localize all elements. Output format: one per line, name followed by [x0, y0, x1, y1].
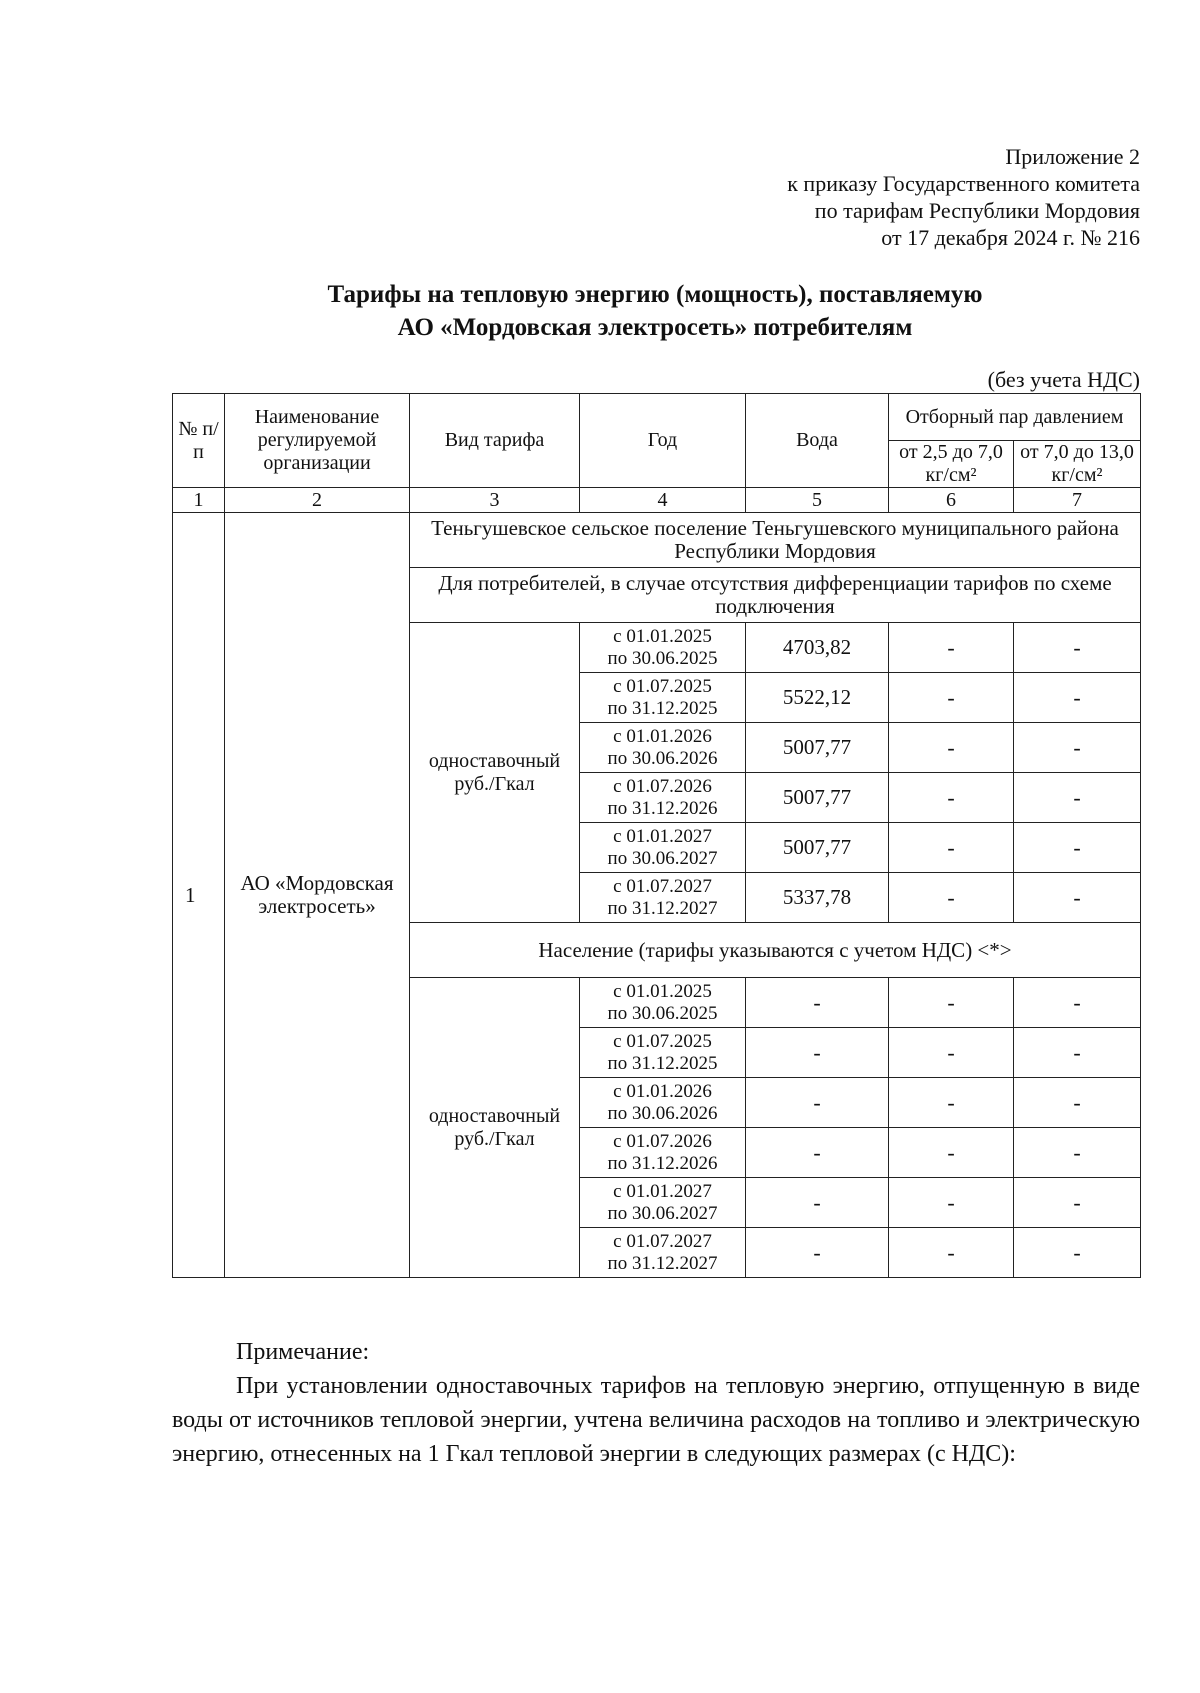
group-title: Для потребителей, в случае отсутствия дифференциации тарифов по схеме подключения — [410, 568, 1141, 623]
steam-low-tariff: - — [889, 873, 1014, 923]
column-number: 4 — [580, 488, 746, 513]
column-number: 3 — [410, 488, 580, 513]
group-title: Население (тарифы указываются с учетом НДС) <*> — [410, 923, 1141, 978]
column-number: 6 — [889, 488, 1014, 513]
appendix-reference — [787, 143, 1140, 251]
steam-high-tariff: - — [1014, 873, 1141, 923]
header-year: Год — [580, 394, 746, 488]
header-organization: Наименование регулируемой организации — [225, 394, 410, 488]
water-tariff: - — [746, 1078, 889, 1128]
period-to: по 31.12.2027 — [607, 1252, 718, 1274]
tariff-type: одноставочный руб./Гкал — [410, 978, 580, 1278]
steam-high-tariff: - — [1014, 1128, 1141, 1178]
steam-high-tariff: - — [1014, 1228, 1141, 1278]
steam-high-tariff: - — [1014, 1028, 1141, 1078]
steam-high-tariff: - — [1014, 823, 1141, 873]
steam-high-tariff: - — [1014, 723, 1141, 773]
period-cell — [580, 1228, 746, 1278]
title-line: АО «Мордовская электросеть» потребителям — [397, 314, 913, 341]
period-cell — [580, 873, 746, 923]
steam-low-tariff: - — [889, 1078, 1014, 1128]
period-to: по 30.06.2027 — [607, 1202, 718, 1224]
header-steam-low: от 2,5 до 7,0 кг/см² — [889, 441, 1014, 488]
period-from: с 01.07.2025 — [613, 1030, 712, 1052]
header-tariff-type: Вид тарифа — [410, 394, 580, 488]
period-to: по 31.12.2026 — [607, 797, 718, 819]
period-to: по 31.12.2025 — [607, 697, 718, 719]
header-water: Вода — [746, 394, 889, 488]
period-from: с 01.07.2027 — [613, 875, 712, 897]
period-cell — [580, 773, 746, 823]
note-body — [172, 1369, 1140, 1471]
period-cell — [580, 823, 746, 873]
organization-name: АО «Мордовская электросеть» — [225, 513, 410, 1278]
period-from: с 01.01.2026 — [613, 1080, 712, 1102]
title-line: Тарифы на тепловую энергию (мощность), поставляемую — [327, 281, 983, 308]
period-from: с 01.07.2026 — [613, 1130, 712, 1152]
steam-high-tariff: - — [1014, 773, 1141, 823]
column-number: 5 — [746, 488, 889, 513]
steam-low-tariff: - — [889, 823, 1014, 873]
steam-low-tariff: - — [889, 1128, 1014, 1178]
vat-note: (без учета НДС) — [987, 367, 1140, 392]
steam-high-tariff: - — [1014, 673, 1141, 723]
tariff-type: одноставочный руб./Гкал — [410, 623, 580, 923]
steam-low-tariff: - — [889, 623, 1014, 673]
period-cell — [580, 723, 746, 773]
note-heading: Примечание: — [236, 1339, 370, 1365]
period-to: по 31.12.2025 — [607, 1052, 718, 1074]
water-tariff: 5007,77 — [746, 823, 889, 873]
period-to: по 31.12.2026 — [607, 1152, 718, 1174]
header-num: № п/п — [173, 394, 225, 488]
column-number: 7 — [1014, 488, 1141, 513]
steam-high-tariff: - — [1014, 978, 1141, 1028]
period-from: с 01.01.2025 — [613, 980, 712, 1002]
appendix-line: от 17 декабря 2024 г. № 216 — [881, 225, 1140, 250]
period-from: с 01.01.2027 — [613, 1180, 712, 1202]
note-text: При установлении одноставочных тарифов на тепловую энергию, отпущенную в виде воды от источников тепловой энергии, учтена величина расходов на топливо и электрическую энергию, отнесенных на 1 Гкал тепловой энергии в следующих размерах (с НДС): — [172, 1373, 1140, 1467]
settlement-name: Теньгушевское сельское поселение Теньгушевского муниципального района Республики Мордовия — [410, 513, 1141, 568]
water-tariff: 5337,78 — [746, 873, 889, 923]
period-cell — [580, 673, 746, 723]
row-number: 1 — [173, 513, 225, 1278]
water-tariff: - — [746, 1178, 889, 1228]
appendix-line: к приказу Государственного комитета — [787, 171, 1140, 196]
period-from: с 01.01.2027 — [613, 825, 712, 847]
period-from: с 01.01.2025 — [613, 625, 712, 647]
steam-low-tariff: - — [889, 723, 1014, 773]
period-to: по 30.06.2025 — [607, 1002, 718, 1024]
period-from: с 01.07.2026 — [613, 775, 712, 797]
document-title — [0, 278, 1200, 344]
tariffs-table — [172, 393, 1141, 1278]
period-from: с 01.07.2025 — [613, 675, 712, 697]
water-tariff: - — [746, 1128, 889, 1178]
period-to: по 30.06.2027 — [607, 847, 718, 869]
period-to: по 31.12.2027 — [607, 897, 718, 919]
steam-low-tariff: - — [889, 673, 1014, 723]
steam-low-tariff: - — [889, 1228, 1014, 1278]
steam-low-tariff: - — [889, 1178, 1014, 1228]
water-tariff: 5007,77 — [746, 773, 889, 823]
header-steam: Отборный пар давлением — [889, 394, 1141, 441]
period-to: по 30.06.2026 — [607, 1102, 718, 1124]
period-to: по 30.06.2026 — [607, 747, 718, 769]
period-to: по 30.06.2025 — [607, 647, 718, 669]
steam-high-tariff: - — [1014, 1078, 1141, 1128]
water-tariff: 5007,77 — [746, 723, 889, 773]
period-from: с 01.01.2026 — [613, 725, 712, 747]
water-tariff: 5522,12 — [746, 673, 889, 723]
period-from: с 01.07.2027 — [613, 1230, 712, 1252]
steam-high-tariff: - — [1014, 623, 1141, 673]
water-tariff: - — [746, 978, 889, 1028]
water-tariff: 4703,82 — [746, 623, 889, 673]
header-steam-high: от 7,0 до 13,0 кг/см² — [1014, 441, 1141, 488]
period-cell — [580, 1078, 746, 1128]
period-cell — [580, 1028, 746, 1078]
appendix-line: Приложение 2 — [1005, 144, 1140, 169]
period-cell — [580, 1178, 746, 1228]
steam-low-tariff: - — [889, 773, 1014, 823]
water-tariff: - — [746, 1228, 889, 1278]
period-cell — [580, 623, 746, 673]
steam-low-tariff: - — [889, 978, 1014, 1028]
appendix-line: по тарифам Республики Мордовия — [814, 198, 1140, 223]
column-number: 1 — [173, 488, 225, 513]
column-number: 2 — [225, 488, 410, 513]
water-tariff: - — [746, 1028, 889, 1078]
steam-high-tariff: - — [1014, 1178, 1141, 1228]
steam-low-tariff: - — [889, 1028, 1014, 1078]
period-cell — [580, 1128, 746, 1178]
period-cell — [580, 978, 746, 1028]
